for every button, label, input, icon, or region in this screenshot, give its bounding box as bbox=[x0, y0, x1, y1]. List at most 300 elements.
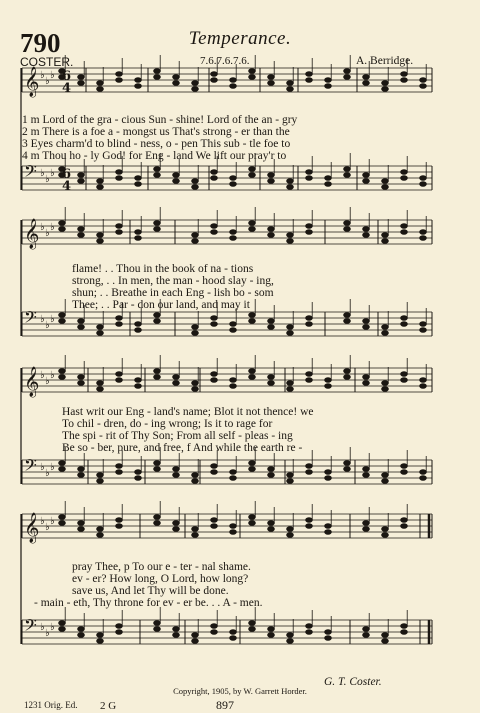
note-head bbox=[192, 639, 199, 644]
note-head bbox=[230, 384, 237, 389]
note-head bbox=[116, 322, 123, 327]
note-head bbox=[116, 230, 123, 235]
note-head bbox=[344, 69, 351, 74]
note-head bbox=[420, 78, 427, 83]
lyric-line: 3 Eyes charm'd to blind - ness, o - pen This sub - tle foe to bbox=[22, 138, 291, 150]
note-head bbox=[116, 72, 123, 77]
flat-icon: ♭ bbox=[40, 622, 45, 633]
note-head bbox=[382, 325, 389, 330]
note-head bbox=[268, 227, 275, 232]
note-head bbox=[59, 467, 66, 472]
note-head bbox=[306, 224, 313, 229]
note-head bbox=[325, 530, 332, 535]
bass-clef-icon: 𝄢 bbox=[24, 455, 37, 479]
note-head bbox=[154, 375, 161, 380]
note-head bbox=[173, 527, 180, 532]
note-head bbox=[420, 470, 427, 475]
note-head bbox=[401, 524, 408, 529]
note-head bbox=[97, 639, 104, 644]
note-head bbox=[116, 176, 123, 181]
note-head bbox=[420, 230, 427, 235]
note-head bbox=[401, 464, 408, 469]
note-head bbox=[382, 185, 389, 190]
note-head bbox=[287, 633, 294, 638]
flat-icon: ♭ bbox=[50, 516, 55, 527]
note-head bbox=[249, 521, 256, 526]
note-head bbox=[116, 78, 123, 83]
note-head bbox=[249, 173, 256, 178]
note-head bbox=[287, 533, 294, 538]
note-head bbox=[306, 316, 313, 321]
note-head bbox=[59, 627, 66, 632]
text-author: G. T. Coster. bbox=[324, 676, 382, 688]
tune-name: COSTER. bbox=[20, 55, 74, 69]
note-head bbox=[249, 167, 256, 172]
time-signature: 4 bbox=[62, 179, 72, 194]
note-head bbox=[249, 461, 256, 466]
note-head bbox=[116, 630, 123, 635]
note-head bbox=[344, 227, 351, 232]
note-head bbox=[325, 84, 332, 89]
note-head bbox=[78, 633, 85, 638]
note-head bbox=[192, 81, 199, 86]
note-head bbox=[268, 521, 275, 526]
note-head bbox=[59, 221, 66, 226]
note-head bbox=[420, 236, 427, 241]
note-head bbox=[249, 221, 256, 226]
note-head bbox=[211, 230, 218, 235]
note-head bbox=[306, 230, 313, 235]
note-head bbox=[211, 224, 218, 229]
note-head bbox=[325, 182, 332, 187]
flat-icon: ♭ bbox=[50, 314, 55, 325]
note-head bbox=[249, 627, 256, 632]
note-head bbox=[59, 621, 66, 626]
note-head bbox=[192, 185, 199, 190]
note-head bbox=[78, 179, 85, 184]
note-head bbox=[173, 81, 180, 86]
note-head bbox=[154, 75, 161, 80]
note-head bbox=[306, 624, 313, 629]
note-head bbox=[97, 331, 104, 336]
note-head bbox=[249, 369, 256, 374]
note-head bbox=[249, 313, 256, 318]
flat-icon: ♭ bbox=[45, 628, 50, 639]
note-head bbox=[211, 378, 218, 383]
note-head bbox=[363, 467, 370, 472]
lyric-line: 2 m There is a foe a - mongst us That's strong - er than the bbox=[22, 126, 290, 138]
note-head bbox=[97, 233, 104, 238]
note-head bbox=[78, 325, 85, 330]
note-head bbox=[287, 233, 294, 238]
note-head bbox=[116, 224, 123, 229]
note-head bbox=[287, 81, 294, 86]
note-head bbox=[287, 479, 294, 484]
note-head bbox=[382, 639, 389, 644]
note-head bbox=[154, 369, 161, 374]
note-head bbox=[420, 322, 427, 327]
note-head bbox=[325, 476, 332, 481]
note-head bbox=[287, 527, 294, 532]
note-head bbox=[230, 328, 237, 333]
note-head bbox=[287, 639, 294, 644]
note-head bbox=[325, 78, 332, 83]
note-head bbox=[249, 621, 256, 626]
note-head bbox=[211, 72, 218, 77]
note-head bbox=[268, 473, 275, 478]
note-head bbox=[173, 467, 180, 472]
note-head bbox=[230, 524, 237, 529]
note-head bbox=[97, 81, 104, 86]
note-head bbox=[363, 627, 370, 632]
time-signature: 6 bbox=[62, 69, 72, 84]
note-head bbox=[135, 78, 142, 83]
flat-icon: ♭ bbox=[50, 222, 55, 233]
lyric-line: The spi - rit of Thy Son; From all self - pleas - ing bbox=[62, 430, 293, 442]
note-head bbox=[306, 322, 313, 327]
lyric-line: Hast writ our Eng - land's name; Blot it not thence! we bbox=[62, 406, 314, 418]
flat-icon: ♭ bbox=[40, 462, 45, 473]
note-head bbox=[211, 518, 218, 523]
hymn-number: 790 bbox=[20, 28, 61, 58]
note-head bbox=[78, 227, 85, 232]
note-head bbox=[59, 227, 66, 232]
note-head bbox=[154, 627, 161, 632]
note-head bbox=[363, 633, 370, 638]
note-head bbox=[268, 375, 275, 380]
note-head bbox=[230, 476, 237, 481]
note-head bbox=[154, 515, 161, 520]
note-head bbox=[78, 81, 85, 86]
lyric-line: shun; . . Breathe in each Eng - lish bo - som bbox=[72, 287, 274, 299]
note-head bbox=[306, 378, 313, 383]
note-head bbox=[211, 78, 218, 83]
note-head bbox=[344, 75, 351, 80]
note-head bbox=[116, 470, 123, 475]
note-head bbox=[78, 473, 85, 478]
flat-icon: ♭ bbox=[45, 76, 50, 87]
note-head bbox=[420, 182, 427, 187]
note-head bbox=[249, 467, 256, 472]
note-head bbox=[78, 381, 85, 386]
note-head bbox=[154, 173, 161, 178]
note-head bbox=[59, 319, 66, 324]
note-head bbox=[363, 319, 370, 324]
note-head bbox=[363, 81, 370, 86]
note-head bbox=[154, 621, 161, 626]
note-head bbox=[306, 630, 313, 635]
note-head bbox=[154, 319, 161, 324]
note-head bbox=[344, 221, 351, 226]
note-head bbox=[401, 176, 408, 181]
note-head bbox=[116, 524, 123, 529]
lyric-line: save us, And let Thy will be done. bbox=[72, 585, 229, 597]
note-head bbox=[306, 464, 313, 469]
note-head bbox=[344, 375, 351, 380]
note-head bbox=[401, 230, 408, 235]
note-head bbox=[249, 69, 256, 74]
flat-icon: ♭ bbox=[40, 314, 45, 325]
note-head bbox=[192, 387, 199, 392]
note-head bbox=[382, 381, 389, 386]
note-head bbox=[173, 521, 180, 526]
note-head bbox=[230, 182, 237, 187]
note-head bbox=[135, 84, 142, 89]
note-head bbox=[287, 387, 294, 392]
note-head bbox=[401, 518, 408, 523]
note-head bbox=[135, 176, 142, 181]
note-head bbox=[287, 325, 294, 330]
note-head bbox=[230, 236, 237, 241]
note-head bbox=[97, 533, 104, 538]
note-head bbox=[135, 230, 142, 235]
note-head bbox=[154, 313, 161, 318]
note-head bbox=[116, 378, 123, 383]
note-head bbox=[230, 470, 237, 475]
note-head bbox=[211, 322, 218, 327]
note-head bbox=[287, 87, 294, 92]
note-head bbox=[344, 369, 351, 374]
lyric-line: Thee; . . Par - don our land, and may it bbox=[72, 299, 250, 311]
flat-icon: ♭ bbox=[40, 370, 45, 381]
flat-icon: ♭ bbox=[40, 70, 45, 81]
note-head bbox=[325, 384, 332, 389]
note-head bbox=[401, 170, 408, 175]
note-head bbox=[230, 378, 237, 383]
note-head bbox=[363, 179, 370, 184]
note-head bbox=[268, 627, 275, 632]
note-head bbox=[268, 527, 275, 532]
note-head bbox=[401, 470, 408, 475]
note-head bbox=[382, 633, 389, 638]
note-head bbox=[135, 384, 142, 389]
note-head bbox=[363, 381, 370, 386]
note-head bbox=[306, 78, 313, 83]
note-head bbox=[59, 461, 66, 466]
note-head bbox=[382, 527, 389, 532]
note-head bbox=[306, 176, 313, 181]
note-head bbox=[116, 624, 123, 629]
note-head bbox=[344, 313, 351, 318]
note-head bbox=[363, 527, 370, 532]
lyric-line: - main - eth, Thy throne for ev - er be. . . A - men. bbox=[34, 597, 263, 609]
note-head bbox=[230, 636, 237, 641]
note-head bbox=[382, 87, 389, 92]
note-head bbox=[401, 630, 408, 635]
note-head bbox=[59, 521, 66, 526]
note-head bbox=[401, 372, 408, 377]
treble-clef-icon: 𝄞 bbox=[24, 367, 40, 397]
flat-icon: ♭ bbox=[45, 468, 50, 479]
note-head bbox=[97, 473, 104, 478]
note-head bbox=[97, 387, 104, 392]
note-head bbox=[382, 387, 389, 392]
note-head bbox=[401, 624, 408, 629]
note-head bbox=[97, 87, 104, 92]
note-head bbox=[211, 372, 218, 377]
note-head bbox=[268, 319, 275, 324]
note-head bbox=[287, 239, 294, 244]
time-signature: 6 bbox=[62, 167, 72, 182]
note-head bbox=[344, 319, 351, 324]
note-head bbox=[249, 515, 256, 520]
note-head bbox=[116, 372, 123, 377]
note-head bbox=[420, 176, 427, 181]
note-head bbox=[401, 316, 408, 321]
note-head bbox=[173, 179, 180, 184]
note-head bbox=[249, 227, 256, 232]
note-head bbox=[173, 75, 180, 80]
time-signature: 4 bbox=[62, 81, 72, 96]
note-head bbox=[78, 75, 85, 80]
note-head bbox=[382, 533, 389, 538]
note-head bbox=[116, 518, 123, 523]
original-edition-note: 1231 Orig. Ed. bbox=[24, 700, 78, 710]
note-head bbox=[192, 325, 199, 330]
note-head bbox=[192, 479, 199, 484]
note-head bbox=[230, 530, 237, 535]
note-head bbox=[268, 81, 275, 86]
note-head bbox=[173, 381, 180, 386]
note-head bbox=[173, 473, 180, 478]
note-head bbox=[363, 325, 370, 330]
note-head bbox=[230, 78, 237, 83]
note-head bbox=[363, 521, 370, 526]
note-head bbox=[97, 527, 104, 532]
note-head bbox=[306, 470, 313, 475]
flat-icon: ♭ bbox=[45, 522, 50, 533]
note-head bbox=[268, 179, 275, 184]
note-head bbox=[344, 461, 351, 466]
note-head bbox=[230, 630, 237, 635]
note-head bbox=[135, 378, 142, 383]
note-head bbox=[135, 182, 142, 187]
flat-icon: ♭ bbox=[45, 320, 50, 331]
lyric-line: 1 m Lord of the gra - cious Sun - shine! Lord of the an - gry bbox=[22, 114, 298, 126]
flat-icon: ♭ bbox=[50, 462, 55, 473]
note-head bbox=[363, 227, 370, 232]
note-head bbox=[116, 464, 123, 469]
flat-icon: ♭ bbox=[40, 222, 45, 233]
note-head bbox=[154, 227, 161, 232]
note-head bbox=[78, 527, 85, 532]
note-head bbox=[401, 224, 408, 229]
bass-clef-icon: 𝄢 bbox=[24, 615, 37, 639]
flat-icon: ♭ bbox=[50, 622, 55, 633]
note-head bbox=[306, 524, 313, 529]
note-head bbox=[306, 170, 313, 175]
note-head bbox=[78, 521, 85, 526]
note-head bbox=[97, 185, 104, 190]
note-head bbox=[135, 236, 142, 241]
note-head bbox=[173, 375, 180, 380]
note-head bbox=[97, 381, 104, 386]
note-head bbox=[173, 627, 180, 632]
note-head bbox=[135, 328, 142, 333]
note-head bbox=[268, 467, 275, 472]
note-head bbox=[211, 470, 218, 475]
note-head bbox=[344, 173, 351, 178]
signature-mark: 2 G bbox=[100, 700, 117, 712]
note-head bbox=[135, 322, 142, 327]
note-head bbox=[363, 375, 370, 380]
note-head bbox=[325, 470, 332, 475]
note-head bbox=[97, 179, 104, 184]
bass-clef-icon: 𝄢 bbox=[24, 161, 37, 185]
note-head bbox=[401, 322, 408, 327]
lyric-line: pray Thee, p To our e - ter - nal shame. bbox=[72, 561, 251, 573]
note-head bbox=[192, 473, 199, 478]
note-head bbox=[230, 84, 237, 89]
note-head bbox=[420, 378, 427, 383]
note-head bbox=[211, 524, 218, 529]
note-head bbox=[268, 381, 275, 386]
note-head bbox=[59, 515, 66, 520]
note-head bbox=[344, 467, 351, 472]
note-head bbox=[154, 521, 161, 526]
note-head bbox=[192, 233, 199, 238]
note-head bbox=[420, 328, 427, 333]
note-head bbox=[344, 167, 351, 172]
note-head bbox=[268, 233, 275, 238]
flat-icon: ♭ bbox=[50, 168, 55, 179]
flat-icon: ♭ bbox=[45, 228, 50, 239]
hymn-title: Temperance. bbox=[188, 28, 292, 49]
bass-clef-icon: 𝄢 bbox=[24, 307, 37, 331]
note-head bbox=[268, 325, 275, 330]
note-head bbox=[116, 316, 123, 321]
note-head bbox=[249, 375, 256, 380]
note-head bbox=[78, 233, 85, 238]
note-head bbox=[192, 633, 199, 638]
note-head bbox=[154, 467, 161, 472]
note-head bbox=[192, 527, 199, 532]
note-head bbox=[287, 473, 294, 478]
note-head bbox=[382, 81, 389, 86]
note-head bbox=[211, 624, 218, 629]
flat-icon: ♭ bbox=[45, 376, 50, 387]
lyric-line: strong, . . In men, the man - hood slay - ing, bbox=[72, 275, 274, 287]
note-head bbox=[154, 221, 161, 226]
note-head bbox=[116, 170, 123, 175]
meter: 7.6.7.6.7.6. bbox=[200, 55, 250, 67]
composer: A. Berridge. bbox=[356, 55, 414, 67]
note-head bbox=[363, 473, 370, 478]
copyright-notice: Copyright, 1905, by W. Garrett Horder. bbox=[173, 686, 307, 696]
note-head bbox=[287, 179, 294, 184]
note-head bbox=[154, 167, 161, 172]
note-head bbox=[325, 378, 332, 383]
note-head bbox=[382, 331, 389, 336]
note-head bbox=[363, 75, 370, 80]
treble-clef-icon: 𝄞 bbox=[24, 219, 40, 249]
note-head bbox=[192, 179, 199, 184]
note-head bbox=[135, 476, 142, 481]
note-head bbox=[420, 476, 427, 481]
note-head bbox=[401, 72, 408, 77]
note-head bbox=[192, 239, 199, 244]
note-head bbox=[192, 87, 199, 92]
note-head bbox=[268, 633, 275, 638]
note-head bbox=[230, 176, 237, 181]
note-head bbox=[211, 316, 218, 321]
note-head bbox=[211, 464, 218, 469]
note-head bbox=[192, 331, 199, 336]
note-head bbox=[211, 170, 218, 175]
note-head bbox=[97, 239, 104, 244]
note-head bbox=[78, 375, 85, 380]
note-head bbox=[382, 179, 389, 184]
